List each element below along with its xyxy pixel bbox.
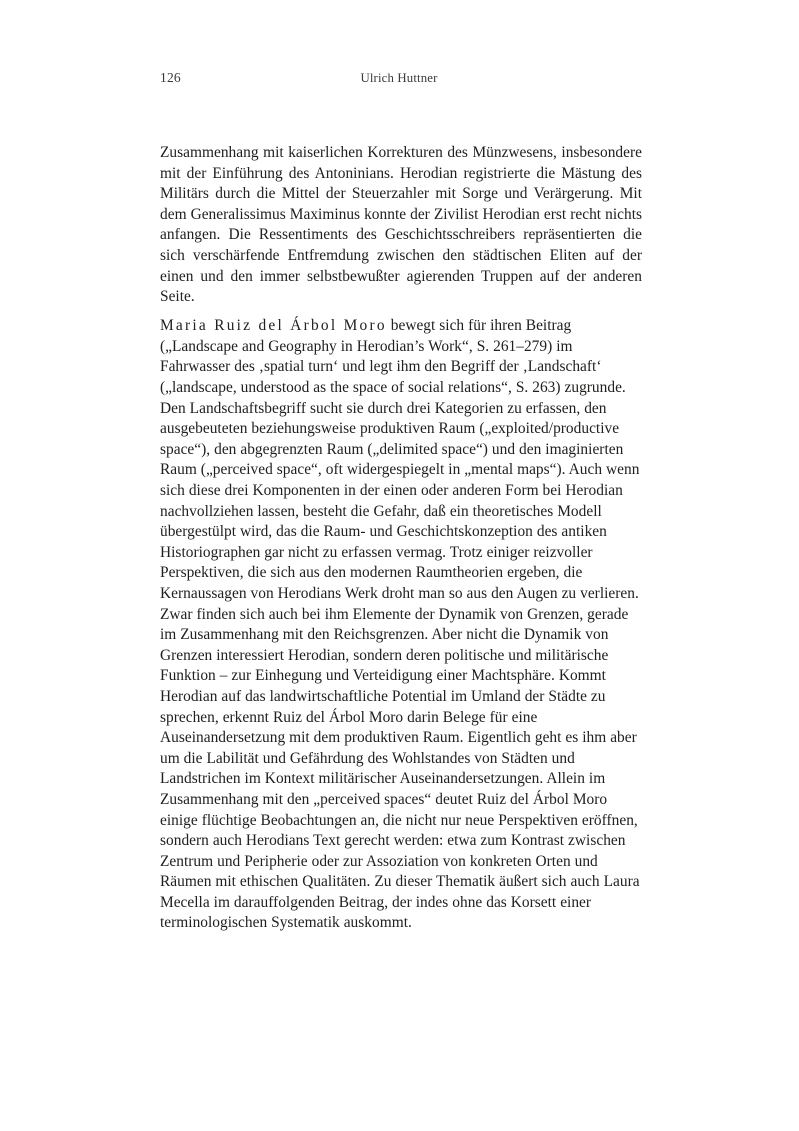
running-head-title: Ulrich Huttner <box>360 71 438 85</box>
paragraph-2 <box>160 316 642 934</box>
page-number: 126 <box>160 70 181 85</box>
paragraph-1: Zusammenhang mit kaiserlichen Korrekturen des Münzwesens, insbesondere mit der Einführung des Antoninians. Herodian registrierte die Mästung des Militärs durch die Mittel der Steuerzahler mit Sorge und Verärgerung. Mit dem Generalissimus Maximinus konnte der Zivilist Herodian erst recht nichts anfangen. Die Ressentiments des Geschichtsschreibers repräsentierten die sich verschärfende Entfremdung zwischen den städtischen Eliten auf der einen und den immer selbstbewußter agierenden Truppen auf der anderen Seite. <box>160 144 642 306</box>
body-text-block <box>160 143 642 934</box>
running-header <box>0 68 799 90</box>
author-name-emphasis: Maria Ruiz del Árbol Moro <box>160 317 387 335</box>
paragraph-2-text: bewegt sich für ihren Beitrag („Landscape and Geography in Herodian’s Work“, S. 261–279) im Fahrwasser des ‚spatial turn‘ und legt ihm den Begriff der ‚Landschaft‘ („landscape, understood as the space of social relations“, S. 263) zugrunde. Den Landschaftsbegriff sucht sie durch drei Kategorien zu erfassen, den ausgebeuteten beziehungsweise produktiven Raum („exploited/productive space“), den abgegrenzten Raum („delimited space“) und den imaginierten Raum („perceived space“, oft widergespiegelt in „mental maps“). Auch wenn sich diese drei Komponenten in der einen oder anderen Form bei Herodian nachvollziehen lassen, besteht die Gefahr, daß ein theoretisches Modell übergestülpt wird, das die Raum- und Geschichtskonzeption des antiken Historiographen gar nicht zu erfassen vermag. Trotz einiger reizvoller Perspektiven, die sich aus den modernen Raumtheorien ergeben, die Kernaussagen von Herodians Werk droht man so aus den Augen zu verlieren. Zwar finden sich auch bei ihm Elemente der Dynamik von Grenzen, gerade im Zusammenhang mit den Reichsgrenzen. Aber nicht die Dynamik von Grenzen interessiert Herodian, sondern deren politische und militärische Funktion – zur Einhegung und Verteidigung einer Machtsphäre. Kommt Herodian auf das landwirtschaftliche Potential im Umland der Städte zu sprechen, erkennt Ruiz del Árbol Moro darin Belege für eine Auseinandersetzung mit dem produktiven Raum. Eigentlich geht es ihm aber um die Labilität und Gefährdung des Wohlstandes von Städten und Landstrichen im Kontext militärischer Auseinandersetzungen. Allein im Zusammenhang mit den „perceived spaces“ deutet Ruiz del Árbol Moro einige flüchtige Beobachtungen an, die nicht nur neue Perspektiven eröffnen, sondern auch Herodians Text gerecht werden: etwa zum Kontrast zwischen Zentrum und Peripherie oder zur Assoziation von konkreten Orten und Räumen mit ethischen Qualitäten. Zu dieser Thematik äußert sich auch Laura Mecella im darauffolgenden Beitrag, der indes ohne das Korsett einer terminologischen Systematik auskommt. <box>160 317 640 932</box>
